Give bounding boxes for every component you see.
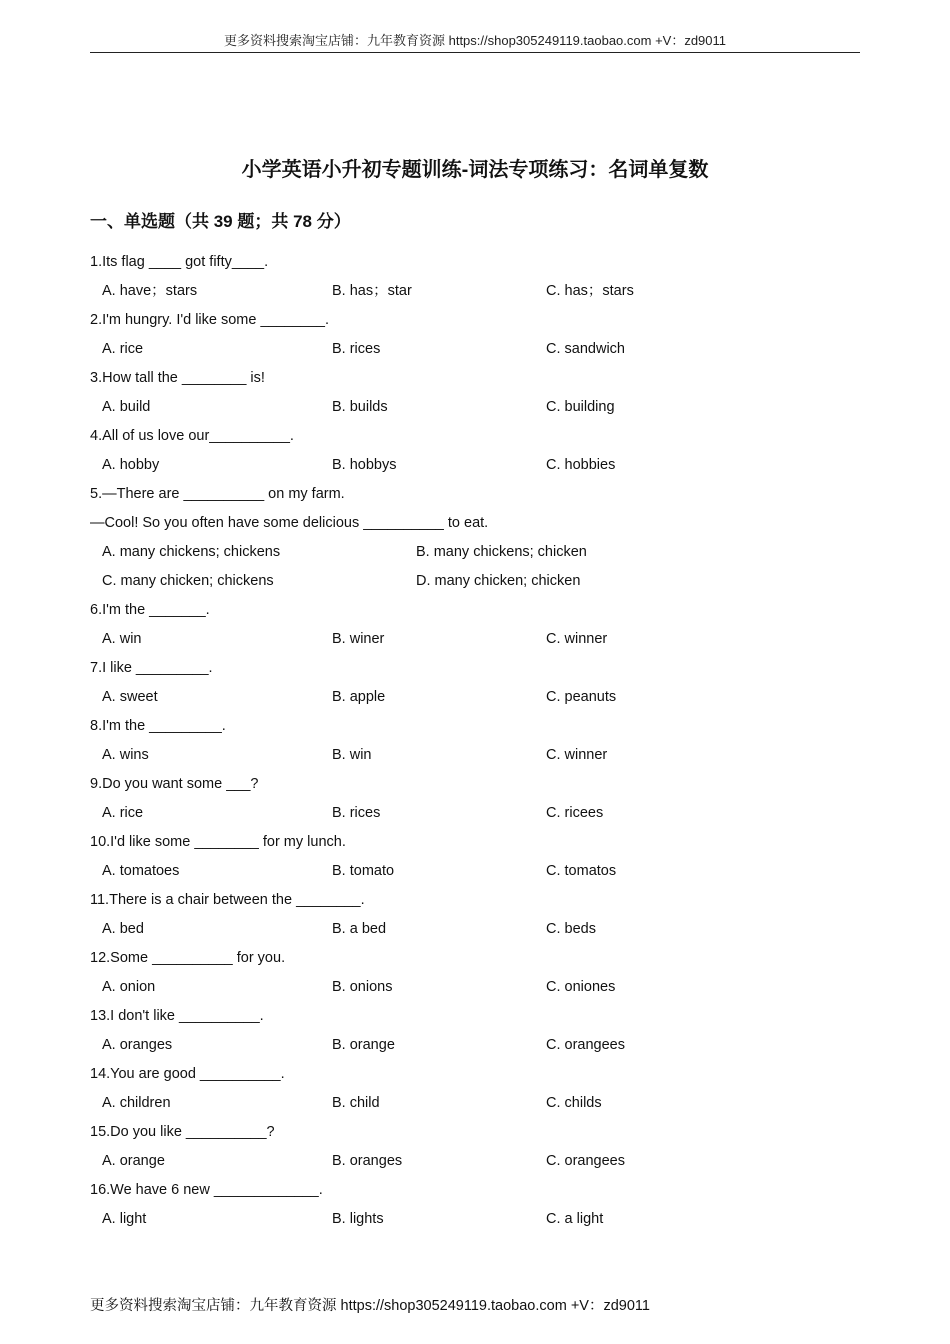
answer-option: B. rices xyxy=(332,805,381,821)
question-text: 3.How tall the ________ is! xyxy=(90,370,265,386)
answer-option: B. rices xyxy=(332,341,381,357)
answer-option: A. build xyxy=(102,399,151,415)
answer-option: C. has；stars xyxy=(546,283,634,299)
option-row xyxy=(90,1089,870,1118)
answer-option: B. apple xyxy=(332,689,386,705)
answer-option: B. oranges xyxy=(332,1153,403,1169)
answer-option: A. tomatoes xyxy=(102,863,180,879)
page-title: 小学英语小升初专题训练-词法专项练习：名词单复数 xyxy=(241,159,709,181)
answer-option: B. winer xyxy=(332,631,385,647)
option-row xyxy=(90,857,870,886)
answer-option: A. rice xyxy=(102,341,144,357)
answer-option: A. orange xyxy=(102,1153,165,1169)
page-footer: 更多资料搜索淘宝店铺：九年教育资源 https://shop305249119.taobao.com +V：zd9011 xyxy=(90,1298,650,1314)
answer-option: A. win xyxy=(102,631,142,647)
question-text: 5.—There are __________ on my farm. xyxy=(90,486,345,502)
answer-option: B. has；star xyxy=(332,283,412,299)
option-row xyxy=(90,741,870,770)
answer-option: A. hobby xyxy=(102,457,160,473)
answer-option: C. orangees xyxy=(546,1037,625,1053)
question-text: 9.Do you want some ___? xyxy=(90,776,259,792)
answer-option: B. win xyxy=(332,747,372,763)
question-text: 12.Some __________ for you. xyxy=(90,950,286,966)
answer-option: C. tomatos xyxy=(546,863,617,879)
answer-option: A. bed xyxy=(102,921,144,937)
option-row xyxy=(90,451,870,480)
question-text: 8.I'm the _________. xyxy=(90,718,226,734)
answer-option: A. rice xyxy=(102,805,144,821)
option-row xyxy=(90,625,870,654)
answer-option: C. sandwich xyxy=(546,341,625,357)
section-heading: 一、单选题（共 39 题；共 78 分） xyxy=(90,212,351,231)
answer-option: A. onion xyxy=(102,979,156,995)
option-row xyxy=(90,393,870,422)
answer-option: C. many chicken; chickens xyxy=(102,573,274,589)
answer-option: C. beds xyxy=(546,921,596,937)
answer-option: C. ricees xyxy=(546,805,604,821)
question-text: 16.We have 6 new _____________. xyxy=(90,1182,323,1198)
answer-option: B. onions xyxy=(332,979,393,995)
answer-option: C. a light xyxy=(546,1211,604,1227)
answer-option: A. many chickens; chickens xyxy=(102,544,281,560)
option-row xyxy=(90,277,870,306)
answer-option: B. many chickens; chicken xyxy=(416,544,587,560)
option-row xyxy=(90,538,870,567)
option-row xyxy=(90,799,870,828)
option-row xyxy=(90,1205,870,1234)
question-text: 11.There is a chair between the ________. xyxy=(90,892,365,908)
option-row xyxy=(90,567,870,596)
answer-option: A. children xyxy=(102,1095,171,1111)
answer-option: C. building xyxy=(546,399,615,415)
answer-option: C. childs xyxy=(546,1095,602,1111)
answer-option: B. lights xyxy=(332,1211,384,1227)
question-text: 15.Do you like __________? xyxy=(90,1124,275,1140)
answer-option: B. orange xyxy=(332,1037,395,1053)
answer-option: C. peanuts xyxy=(546,689,617,705)
answer-option: D. many chicken; chicken xyxy=(416,573,581,589)
answer-option: C. orangees xyxy=(546,1153,625,1169)
option-row xyxy=(90,683,870,712)
question-text: 13.I don't like __________. xyxy=(90,1008,264,1024)
answer-option: B. tomato xyxy=(332,863,395,879)
page-header: 更多资料搜索淘宝店铺：九年教育资源 https://shop305249119.taobao.com +V：zd9011 xyxy=(90,32,860,53)
option-row xyxy=(90,1031,870,1060)
answer-option: B. a bed xyxy=(332,921,387,937)
question-text: 7.I like _________. xyxy=(90,660,213,676)
answer-option: B. hobbys xyxy=(332,457,397,473)
question-text: —Cool! So you often have some delicious __________ to eat. xyxy=(90,515,489,531)
option-row xyxy=(90,335,870,364)
answer-option: A. sweet xyxy=(102,689,158,705)
answer-option: C. winner xyxy=(546,747,608,763)
question-list xyxy=(90,248,870,1234)
answer-option: B. child xyxy=(332,1095,380,1111)
question-text: 10.I'd like some ________ for my lunch. xyxy=(90,834,346,850)
answer-option: C. winner xyxy=(546,631,608,647)
question-text: 1.Its flag ____ got fifty____. xyxy=(90,254,269,270)
answer-option: C. oniones xyxy=(546,979,616,995)
answer-option: B. builds xyxy=(332,399,388,415)
option-row xyxy=(90,915,870,944)
option-row xyxy=(90,1147,870,1176)
option-row xyxy=(90,973,870,1002)
question-text: 6.I'm the _______. xyxy=(90,602,210,618)
answer-option: A. have；stars xyxy=(102,283,198,299)
question-text: 4.All of us love our__________. xyxy=(90,428,294,444)
question-text: 2.I'm hungry. I'd like some ________. xyxy=(90,312,330,328)
answer-option: A. light xyxy=(102,1211,147,1227)
answer-option: A. wins xyxy=(102,747,149,763)
answer-option: A. oranges xyxy=(102,1037,173,1053)
answer-option: C. hobbies xyxy=(546,457,616,473)
question-text: 14.You are good __________. xyxy=(90,1066,285,1082)
